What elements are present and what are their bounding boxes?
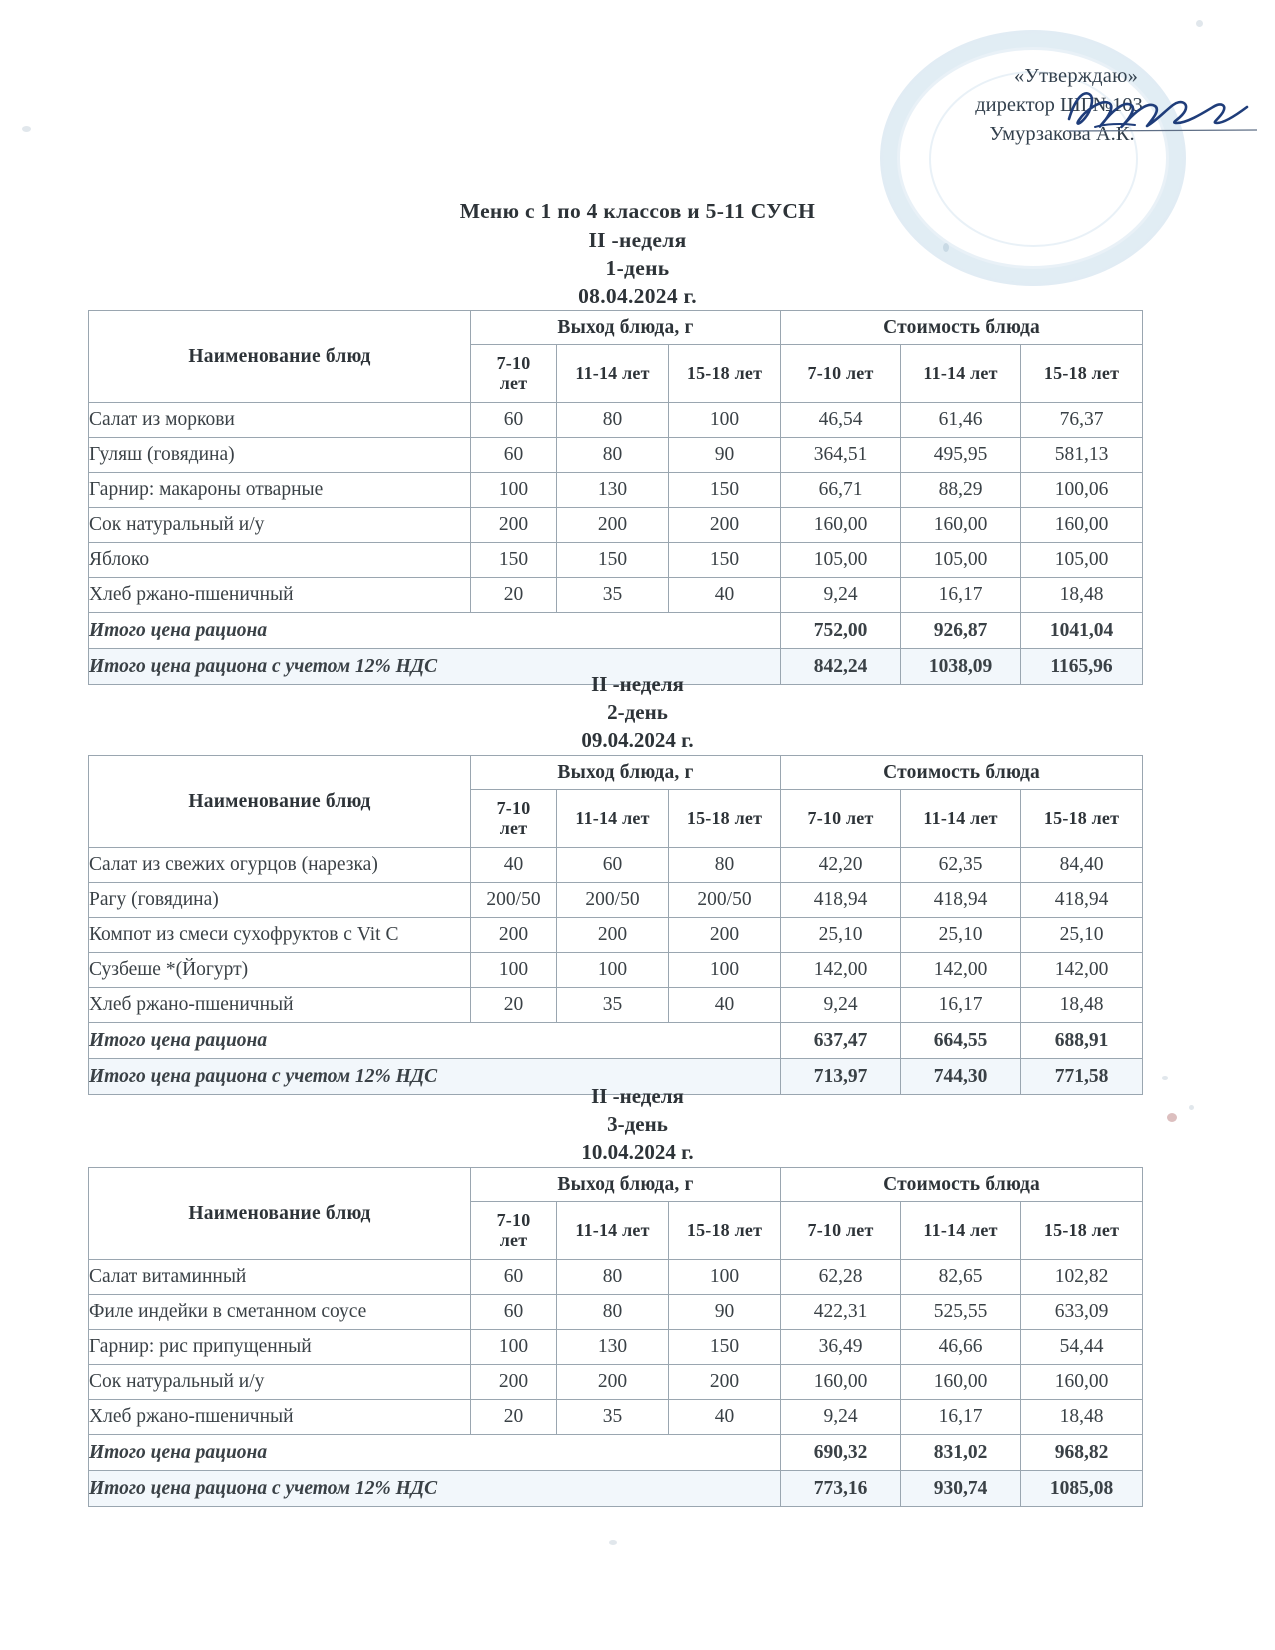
total-vat-11-14: 1038,09 <box>901 649 1021 685</box>
col-group-output: Выход блюда, г <box>471 1168 781 1202</box>
dish-name: Компот из смеси сухофруктов с Vit C <box>89 918 471 953</box>
table-row <box>89 883 1143 918</box>
table-row <box>89 1365 1143 1400</box>
menu-table-day-1 <box>88 310 1143 685</box>
output-7-10: 60 <box>471 1260 557 1295</box>
output-15-18: 40 <box>669 988 781 1023</box>
cost-15-18: 581,13 <box>1021 438 1143 473</box>
output-11-14: 130 <box>557 473 669 508</box>
output-7-10: 200 <box>471 508 557 543</box>
cost-15-18: 142,00 <box>1021 953 1143 988</box>
scan-speck <box>22 126 31 132</box>
output-15-18: 100 <box>669 1260 781 1295</box>
director-name: Умурзакова А.К. <box>989 123 1135 146</box>
scan-speck <box>609 1540 617 1545</box>
output-11-14: 80 <box>557 403 669 438</box>
output-7-10: 40 <box>471 848 557 883</box>
day-3-day: 3-день <box>607 1112 668 1136</box>
age-range-top: 7-10 <box>496 353 531 374</box>
output-11-14: 130 <box>557 1330 669 1365</box>
output-11-14: 200/50 <box>557 883 669 918</box>
dish-name: Хлеб ржано-пшеничный <box>89 1400 471 1435</box>
total-vat-15-18: 771,58 <box>1021 1059 1143 1095</box>
col-header-cost-11-14: 11-14 лет <box>901 345 1021 403</box>
cost-7-10: 36,49 <box>781 1330 901 1365</box>
cost-7-10: 42,20 <box>781 848 901 883</box>
output-7-10: 60 <box>471 403 557 438</box>
col-header-output-11-14: 11-14 лет <box>557 1202 669 1260</box>
total-vat-row <box>89 1471 1143 1507</box>
output-11-14: 200 <box>557 508 669 543</box>
output-15-18: 90 <box>669 438 781 473</box>
output-7-10: 60 <box>471 1295 557 1330</box>
output-15-18: 100 <box>669 403 781 438</box>
total-vat-15-18: 1085,08 <box>1021 1471 1143 1507</box>
col-header-output-15-18: 15-18 лет <box>669 345 781 403</box>
col-header-cost-7-10: 7-10 лет <box>781 345 901 403</box>
col-header-output-15-18: 15-18 лет <box>669 1202 781 1260</box>
output-15-18: 80 <box>669 848 781 883</box>
day-2-week: II -неделя <box>591 672 684 696</box>
total-row <box>89 1435 1143 1471</box>
output-15-18: 200 <box>669 1365 781 1400</box>
output-15-18: 100 <box>669 953 781 988</box>
cost-7-10: 9,24 <box>781 1400 901 1435</box>
cost-11-14: 160,00 <box>901 1365 1021 1400</box>
cost-7-10: 25,10 <box>781 918 901 953</box>
output-15-18: 150 <box>669 1330 781 1365</box>
output-11-14: 200 <box>557 918 669 953</box>
age-range-top: 7-10 <box>496 798 531 819</box>
output-15-18: 150 <box>669 473 781 508</box>
title-date: 08.04.2024 г. <box>578 284 697 308</box>
col-header-dish-name: Наименование блюд <box>89 756 471 848</box>
dish-name: Хлеб ржано-пшеничный <box>89 988 471 1023</box>
dish-name: Хлеб ржано-пшеничный <box>89 578 471 613</box>
cost-11-14: 16,17 <box>901 578 1021 613</box>
age-range-bottom: лет <box>499 817 528 838</box>
dish-name: Гарнир: макароны отварные <box>89 473 471 508</box>
table-row <box>89 473 1143 508</box>
cost-15-18: 160,00 <box>1021 1365 1143 1400</box>
output-11-14: 60 <box>557 848 669 883</box>
output-11-14: 80 <box>557 438 669 473</box>
cost-15-18: 160,00 <box>1021 508 1143 543</box>
output-15-18: 200 <box>669 918 781 953</box>
cost-11-14: 16,17 <box>901 988 1021 1023</box>
cost-11-14: 142,00 <box>901 953 1021 988</box>
total-vat-15-18: 1165,96 <box>1021 649 1143 685</box>
cost-7-10: 9,24 <box>781 578 901 613</box>
total-vat-label: Итого цена рациона с учетом 12% НДС <box>89 1059 781 1095</box>
col-header-cost-11-14: 11-14 лет <box>901 790 1021 848</box>
col-header-output-15-18: 15-18 лет <box>669 790 781 848</box>
col-header-output-11-14: 11-14 лет <box>557 790 669 848</box>
director-title: директор ШГ№103 <box>975 94 1143 117</box>
output-7-10: 100 <box>471 1330 557 1365</box>
cost-11-14: 82,65 <box>901 1260 1021 1295</box>
output-11-14: 80 <box>557 1260 669 1295</box>
cost-11-14: 88,29 <box>901 473 1021 508</box>
dish-name: Сузбеше *(Йогурт) <box>89 953 471 988</box>
col-group-cost: Стоимость блюда <box>781 1168 1143 1202</box>
output-7-10: 60 <box>471 438 557 473</box>
col-header-cost-15-18: 15-18 лет <box>1021 1202 1143 1260</box>
table-row <box>89 848 1143 883</box>
day-2-day: 2-день <box>607 700 668 724</box>
total-cost-7-10: 752,00 <box>781 613 901 649</box>
scan-speck <box>1162 1076 1168 1080</box>
output-11-14: 35 <box>557 988 669 1023</box>
cost-7-10: 105,00 <box>781 543 901 578</box>
col-header-output-7-10 <box>471 790 557 848</box>
cost-11-14: 160,00 <box>901 508 1021 543</box>
total-label: Итого цена рациона <box>89 613 781 649</box>
output-7-10: 200 <box>471 1365 557 1400</box>
output-11-14: 80 <box>557 1295 669 1330</box>
cost-7-10: 142,00 <box>781 953 901 988</box>
col-header-output-7-10 <box>471 345 557 403</box>
col-header-dish-name: Наименование блюд <box>89 311 471 403</box>
age-range-bottom: лет <box>499 372 528 393</box>
col-header-output-11-14: 11-14 лет <box>557 345 669 403</box>
output-7-10: 20 <box>471 578 557 613</box>
output-11-14: 100 <box>557 953 669 988</box>
cost-15-18: 18,48 <box>1021 988 1143 1023</box>
cost-15-18: 54,44 <box>1021 1330 1143 1365</box>
output-15-18: 200/50 <box>669 883 781 918</box>
cost-15-18: 633,09 <box>1021 1295 1143 1330</box>
col-header-cost-7-10: 7-10 лет <box>781 1202 901 1260</box>
cost-11-14: 105,00 <box>901 543 1021 578</box>
col-header-dish-name: Наименование блюд <box>89 1168 471 1260</box>
output-15-18: 150 <box>669 543 781 578</box>
cost-15-18: 18,48 <box>1021 1400 1143 1435</box>
handwritten-signature-icon <box>1061 85 1275 137</box>
cost-11-14: 62,35 <box>901 848 1021 883</box>
cost-7-10: 364,51 <box>781 438 901 473</box>
cost-15-18: 84,40 <box>1021 848 1143 883</box>
col-header-cost-15-18: 15-18 лет <box>1021 345 1143 403</box>
approval-label: «Утверждаю» <box>1013 65 1139 87</box>
cost-11-14: 25,10 <box>901 918 1021 953</box>
total-vat-7-10: 713,97 <box>781 1059 901 1095</box>
dish-name: Рагу (говядина) <box>89 883 471 918</box>
total-label: Итого цена рациона <box>89 1023 781 1059</box>
day-3-date: 10.04.2024 г. <box>581 1140 694 1164</box>
table-row <box>89 543 1143 578</box>
table-row <box>89 1330 1143 1365</box>
cost-11-14: 495,95 <box>901 438 1021 473</box>
cost-11-14: 418,94 <box>901 883 1021 918</box>
cost-7-10: 46,54 <box>781 403 901 438</box>
table-row <box>89 403 1143 438</box>
title-week: II -неделя <box>588 228 687 252</box>
total-vat-label: Итого цена рациона с учетом 12% НДС <box>89 1471 781 1507</box>
col-header-cost-11-14: 11-14 лет <box>901 1202 1021 1260</box>
dish-name: Салат витаминный <box>89 1260 471 1295</box>
total-vat-7-10: 773,16 <box>781 1471 901 1507</box>
output-7-10: 200 <box>471 918 557 953</box>
col-group-output: Выход блюда, г <box>471 756 781 790</box>
output-11-14: 35 <box>557 1400 669 1435</box>
output-11-14: 35 <box>557 578 669 613</box>
col-group-cost: Стоимость блюда <box>781 756 1143 790</box>
output-7-10: 200/50 <box>471 883 557 918</box>
col-group-cost: Стоимость блюда <box>781 311 1143 345</box>
cost-15-18: 418,94 <box>1021 883 1143 918</box>
output-15-18: 200 <box>669 508 781 543</box>
cost-11-14: 525,55 <box>901 1295 1021 1330</box>
cost-11-14: 46,66 <box>901 1330 1021 1365</box>
total-vat-11-14: 930,74 <box>901 1471 1021 1507</box>
col-header-cost-15-18: 15-18 лет <box>1021 790 1143 848</box>
output-7-10: 150 <box>471 543 557 578</box>
table-row <box>89 578 1143 613</box>
col-group-output: Выход блюда, г <box>471 311 781 345</box>
total-cost-15-18: 688,91 <box>1021 1023 1143 1059</box>
total-label: Итого цена рациона <box>89 1435 781 1471</box>
cost-7-10: 66,71 <box>781 473 901 508</box>
total-row <box>89 613 1143 649</box>
day-3-week: II -неделя <box>591 1084 684 1108</box>
output-15-18: 40 <box>669 578 781 613</box>
cost-11-14: 16,17 <box>901 1400 1021 1435</box>
day-2-date: 09.04.2024 г. <box>581 728 694 752</box>
age-range-bottom: лет <box>499 1229 528 1250</box>
cost-7-10: 422,31 <box>781 1295 901 1330</box>
page-title: Меню с 1 по 4 классов и 5-11 СУСН <box>459 199 816 223</box>
total-cost-11-14: 831,02 <box>901 1435 1021 1471</box>
dish-name: Салат из моркови <box>89 403 471 438</box>
dish-name: Гуляш (говядина) <box>89 438 471 473</box>
total-vat-label: Итого цена рациона с учетом 12% НДС <box>89 649 781 685</box>
cost-7-10: 9,24 <box>781 988 901 1023</box>
total-row <box>89 1023 1143 1059</box>
cost-15-18: 25,10 <box>1021 918 1143 953</box>
cost-7-10: 62,28 <box>781 1260 901 1295</box>
table-row <box>89 1260 1143 1295</box>
total-cost-7-10: 637,47 <box>781 1023 901 1059</box>
approval-block <box>905 62 1205 149</box>
menu-table-day-3 <box>88 1167 1143 1507</box>
table-row <box>89 508 1143 543</box>
total-cost-15-18: 968,82 <box>1021 1435 1143 1471</box>
dish-name: Яблоко <box>89 543 471 578</box>
scan-speck <box>1196 20 1203 27</box>
total-cost-11-14: 926,87 <box>901 613 1021 649</box>
table-row <box>89 918 1143 953</box>
dish-name: Гарнир: рис припущенный <box>89 1330 471 1365</box>
dish-name: Сок натуральный и/у <box>89 1365 471 1400</box>
cost-7-10: 418,94 <box>781 883 901 918</box>
cost-15-18: 105,00 <box>1021 543 1143 578</box>
total-cost-7-10: 690,32 <box>781 1435 901 1471</box>
total-vat-11-14: 744,30 <box>901 1059 1021 1095</box>
total-cost-15-18: 1041,04 <box>1021 613 1143 649</box>
table-row <box>89 953 1143 988</box>
table-row <box>89 1295 1143 1330</box>
output-7-10: 20 <box>471 1400 557 1435</box>
col-header-cost-7-10: 7-10 лет <box>781 790 901 848</box>
output-11-14: 200 <box>557 1365 669 1400</box>
total-vat-7-10: 842,24 <box>781 649 901 685</box>
cost-7-10: 160,00 <box>781 508 901 543</box>
output-7-10: 20 <box>471 988 557 1023</box>
table-row <box>89 988 1143 1023</box>
col-header-output-7-10 <box>471 1202 557 1260</box>
output-11-14: 150 <box>557 543 669 578</box>
age-range-top: 7-10 <box>496 1210 531 1231</box>
dish-name: Сок натуральный и/у <box>89 508 471 543</box>
output-15-18: 90 <box>669 1295 781 1330</box>
table-row <box>89 438 1143 473</box>
dish-name: Филе индейки в сметанном соусе <box>89 1295 471 1330</box>
cost-7-10: 160,00 <box>781 1365 901 1400</box>
dish-name: Салат из свежих огурцов (нарезка) <box>89 848 471 883</box>
table-row <box>89 1400 1143 1435</box>
output-7-10: 100 <box>471 953 557 988</box>
output-7-10: 100 <box>471 473 557 508</box>
output-15-18: 40 <box>669 1400 781 1435</box>
total-cost-11-14: 664,55 <box>901 1023 1021 1059</box>
cost-15-18: 100,06 <box>1021 473 1143 508</box>
cost-15-18: 76,37 <box>1021 403 1143 438</box>
cost-11-14: 61,46 <box>901 403 1021 438</box>
cost-15-18: 102,82 <box>1021 1260 1143 1295</box>
menu-table-day-2 <box>88 755 1143 1095</box>
title-day: 1-день <box>605 256 670 280</box>
cost-15-18: 18,48 <box>1021 578 1143 613</box>
